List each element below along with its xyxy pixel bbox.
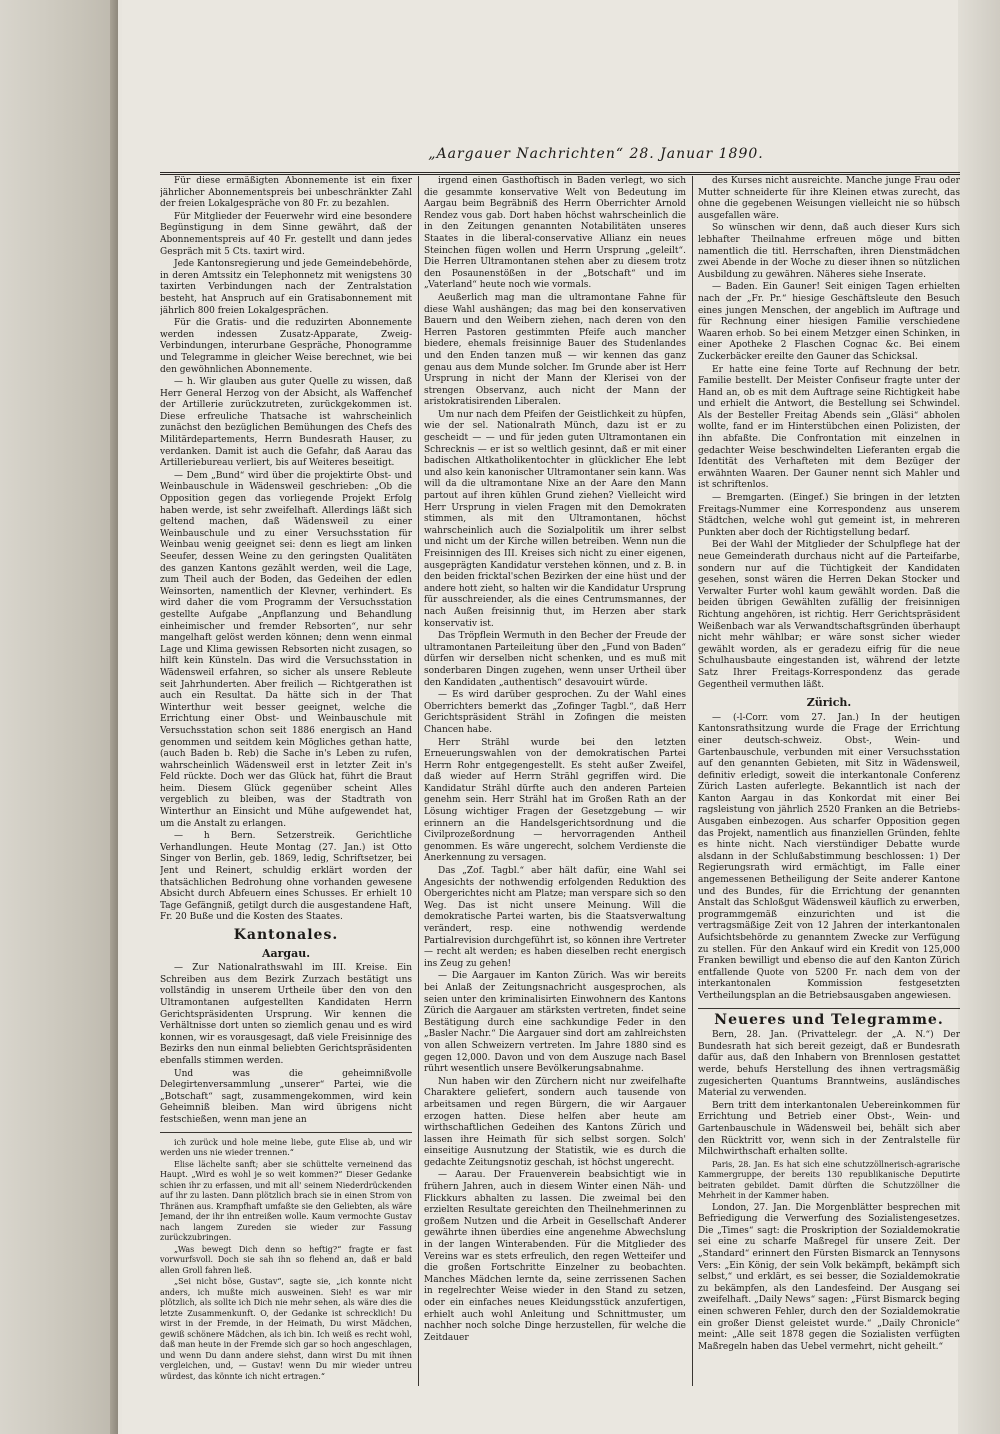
paragraph: des Kurses nicht ausreichte. Manche junge Frau oder Mutter schneiderte für ihre Kleinen etwas zurecht, das ohne die gegebenen Weisungen vielleicht nie so hübsch ausgefallen wäre. (698, 176, 960, 221)
feuilleton-divider (160, 1132, 412, 1133)
masthead-title: „Aargauer Nachrichten“ 28. Januar 1890. (428, 146, 764, 162)
column-1 (160, 176, 412, 1386)
subsection-title: Aargau. (261, 946, 311, 960)
paragraph: Bern tritt dem interkantonalen Uebereinkommen für Errichtung und Betrieb einer Obst-, Wein- und Gartenbauschule in Wädensweil bei, behält sich aber den Rücktritt vor, wenn sich in der Zentralstelle für Milchwirthschaft erhalten sollte. (698, 1100, 960, 1158)
column-rule (692, 176, 693, 1386)
paragraph: — Die Aargauer im Kanton Zürich. Was wir bereits bei Anlaß der Zeitungsnachricht ausgesprochen, als seien unter den kriminalisirten Einwohnern des Kantons Zürich die Aargauer am stärksten vertreten, findet seine Bestätigung durch eine sachkundige Feder in den „Basler Nachr.“ Die Aargauer sind dort am zahlreichsten von allen Schweizern vertreten. Im Jahre 1880 sind es gegen 12,000. Davon und von dem Auszuge nach Basel rührt wesentlich unsere Bevölkerungsabnahme. (424, 971, 686, 1075)
page-edge (958, 0, 1000, 1434)
paragraph: Bei der Wahl der Mitglieder der Schulpflege hat der neue Gemeinderath durchaus nicht auf die Parteifarbe, sondern nur auf die Tüchtigkeit der Kandidaten gesehen, sonst wären die Herren Dekan Stocker und Verwalter Furter wohl kaum gewählt worden. Daß die beiden übrigen Gewählten zufällig der freisinnigen Richtung angehören, ist richtig. Herr Gerichtspräsident Weißenbach war als Verwandtschaftsgründen überhaupt nicht mehr wählbar; er wäre sonst sicher wieder gewählt worden, als er geradezu eifrig für die neue Schulhausbaute eingestanden ist, während der letzte Satz Ihrer Freitags-Korrespondenz das gerade Gegentheil vermuthen läßt. (698, 540, 960, 690)
paragraph: Um nur nach dem Pfeifen der Geistlichkeit zu hüpfen, wie der sel. Nationalrath Münch, dazu ist er zu gescheidt — — und für jeden guten Ultramontanen ein Schrecknis — er ist so weltlich gesinnt, daß er mit einer badischen Altkatholikentochter in glücklicher Ehe lebt und also kein kanonischer Ultramontaner sein kann. Was will da die ultramontane Nixe an der Aare den Mann partout auf ihren kühlen Grund ziehen? Vielleicht wird Herr Ursprung in vielen Fragen mit den Demokraten stimmen, als mit den Ultramontanen, höchst wahrscheinlich auch die Sozialpolitik um ihrer selbst und nicht um der Kirche willen betreiben. Wenn nun die Freisinnigen des III. Kreises sich nicht zu einer eigenen, ausgeprägten Kandidatur verstehen können, und z. B. in den beiden fricktal'schen Bezirken der eine hüst und der andere hott zieht, so halten wir die Kandidatur Ursprung für ausschreiender, als die eines Centrumsmannes, der nach Außen freisinnig thut, im Herzen aber stark konservativ ist. (424, 409, 686, 629)
section-divider (698, 1008, 960, 1009)
paragraph: Jede Kantonsregierung und jede Gemeindebehörde, in deren Amtssitz ein Telephonnetz mit wenigstens 30 taxirten Verbindungen nach der Zentralstation besteht, hat Anspruch auf ein Gratisabonnement mit jährlich 800 freien Lokalgesprächen. (160, 259, 412, 316)
paragraph: Für Mitglieder der Feuerwehr wird eine besondere Begünstigung in dem Sinne gewährt, daß der Abonnementspreis auf 40 Fr. gestellt und dann jedes Gespräch mit 5 Cts. taxirt wird. (160, 211, 412, 257)
paragraph: Aeußerlich mag man die ultramontane Fahne für diese Wahl aushängen; das mag bei den konservativen Bauern und den Weibern ziehen, nach deren von den Herren Pastoren gestimmten Pfeife auch mancher biedere, ehemals freisinnige Bauer des Studenlandes und den Enden tanzen muß — wir kennen das ganz genau aus dem Munde solcher. Im Grunde aber ist Herr Ursprung in nicht der Mann der Klerisei von der strengen Observanz, auch nicht der Mann der aristokratisirenden Liberalen. (424, 292, 686, 408)
paragraph: Herr Strähl wurde bei den letzten Erneuerungswahlen von der demokratischen Partei Herrn Rohr entgegengestellt. Es steht außer Zweifel, daß wieder auf Herrn Strähl gegriffen wird. Die Kandidatur Strähl dürfte auch den anderen Parteien genehm sein. Herr Strähl hat im Großen Rath an der Lösung wichtiger Fragen der Gesetzgebung — wir erinnern an die Handelsgerichtsordnung und die Civilprozeßordnung — hervorragenden Antheil genommen. Es wäre ungerecht, solchem Verdienste die Anerkennung zu versagen. (424, 737, 686, 864)
feuilleton-paragraph: „Was bewegt Dich denn so heftig?“ fragte er fast vorwurfsvoll. Doch sie sah ihn so flehend an, daß er bald allen Groll fahren ließ. (160, 1244, 412, 1275)
paragraph: — Baden. Ein Gauner! Seit einigen Tagen erhielten nach der „Fr. Pr.“ hiesige Geschäftsleute den Besuch eines jungen Menschen, der angeblich im Auftrage und für Rechnung einer hiesigen Familie verschiedene Waaren erhob. So bei einem Metzger einen Schinken, in einer Apotheke 2 Flaschen Cognac &c. Bei einem Zuckerbäcker ereilte den Gauner das Schicksal. (698, 282, 960, 362)
book-spine (0, 0, 118, 1434)
feuilleton-paragraph: „Sei nicht böse, Gustav“, sagte sie, „ich konnte nicht anders, ich mußte mich ausweinen. Sieh! es war mir plötzlich, als sollte ich Dich nie mehr sehen, als wäre dies die letzte Zusammenkunft. O, der Gedanke ist schrecklich! Du wirst in der Fremde, in der Heimath, Du wirst Mädchen, gewiß schönere Mädchen, als ich bin. Ich weiß es recht wohl, daß man heute in der Fremde sich gar so hoch angeschlagen, und wenn Du dann andere siehst, dann wirst Du mit ihnen vergleichen, und, — Gustav! wenn Du mir wieder untreu würdest, das könnte ich nicht ertragen.“ (160, 1277, 412, 1381)
paragraph: — Dem „Bund“ wird über die projektirte Obst- und Weinbauschule in Wädensweil geschrieben: „Ob die Opposition gegen das vorliegende Projekt Erfolg haben werde, ist sehr zweifelhaft. Allerdings läßt sich geltend machen, daß Wädensweil zu einer Weinbauschule und zu einer Versuchsstation für Weinbau wenig geeignet sei: denn es liegt am linken Seeufer, dessen Weine zu den geringsten Qualitäten des ganzen Kantons gezählt werden, weil die Lage, zum Theil auch der Boden, das Gedeihen der edlen Weinsorten, namentlich der Klevner, verhindert. Es wird daher die vom Programm der Versuchsstation gestellte Aufgabe „Anpflanzung und Behandlung einheimischer und fremder Rebsorten“, nur sehr mangelhaft gelöst werden können; denn wenn einmal Lage und Klima gewissen Rebsorten nicht zusagen, so hilft kein Künsteln. Das wird die Versuchsstation in Wädensweil erfahren, so sicher als unsere Rebleute seit Jahrhunderten. Aber freilich — Richtgerathen ist auch ein Resultat. Da hätte sich in der That Winterthur weit besser geeignet, welche die Errichtung einer Obst- und Weinbauschule mit Versuchsstation schon seit 1886 energisch an Hand genommen und seitdem kein Mögliches gethan hatte, (auch Baden b. Reb) die Sache in's Leben zu rufen, wahrscheinlich Wädensweil erst in letzter Zeit in's Feld rückte. Doch wer das Glück hat, führt die Braut heim. Diesem Glück gegenüber scheint Alles vergeblich zu bleiben, was der Stadtrath von Winterthur an Einsicht und Mühe aufgewendet hat, um die Anstalt zu erlangen. (160, 470, 412, 829)
paragraph: So wünschen wir denn, daß auch dieser Kurs sich lebhafter Theilnahme erfreuen möge und bitten namentlich die titl. Herrschaften, ihren Dienstmädchen zwei Abende in der Woche zu dieser ihnen so nützlichen Ausbildung zu gewähren. Näheres siehe Inserate. (698, 223, 960, 280)
column-3 (698, 176, 960, 1386)
paragraph: — Es wird darüber gesprochen. Zu der Wahl eines Oberrichters bemerkt das „Zofinger Tagbl.“, daß Herr Gerichtspräsident Strähl in Zofingen die meisten Chancen habe. (424, 690, 686, 735)
paragraph: — h Bern. Setzerstreik. Gerichtliche Verhandlungen. Heute Montag (27. Jan.) ist Otto Singer von Berlin, geb. 1869, ledig, Schriftsetzer, bei Jent und Reinert, schuldig erklärt worden der thatsächlichen Bedrohung ohne vorhanden gewesene Absicht durch Abfeuern eines Schusses. Er erhielt 10 Tage Gefängniß, getilgt durch die ausgestandene Haft, Fr. 20 Buße und die Kosten des Staates. (160, 831, 412, 923)
paragraph: Für die Gratis- und die reduzirten Abonnemente werden indessen Zusatz-Apparate, Zweig-Verbindungen, interurbane Gespräche, Phonogramme und Telegramme in gleicher Weise berechnet, wie bei den gewöhnlichen Abonnemente. (160, 318, 412, 375)
paragraph: London, 27. Jan. Die Morgenblätter besprechen mit Befriedigung die Verwerfung des Sozialistengesetzes. Die „Times“ sagt: die Proskription der Sozialdemokratie sei eine zu scharfe Maßregel für unsere Zeit. Der „Standard“ erinnert den Fürsten Bismarck an Tennysons Vers: „Ein König, der sein Volk bekämpft, bekämpft sich selbst,“ und erklärt, es sei besser, die Sozialdemokratie zu bekämpfen, als den Landesfeind. Der Ausgang sei zweifelhaft. „Daily News“ sagen: „Fürst Bismarck beging einen schweren Fehler, durch den der Sozialdemokratie ein großer Dienst geleistet wurde.“ „Daily Chronicle“ meint: „Alle seit 1878 gegen die Sozialisten verfügten Maßregeln haben das Uebel vermehrt, nicht geheilt.“ (698, 1202, 960, 1352)
paragraph: Und was die geheimnißvolle Delegirtenversammlung „unserer“ Partei, wie die „Botschaft“ sagt, zusammengekommen, wird kein Geheimniß bleiben. Man wird übrigens nicht festschießen, wenn man jene an (160, 1068, 412, 1125)
paragraph: Das „Zof. Tagbl.“ aber hält dafür, eine Wahl sei Angesichts der nothwendig erfolgenden Reduktion des Obergerichtes nicht am Platze; man verspare sich so den Weg. Das ist nicht unsere Meinung. Will die demokratische Partei warten, bis die Staatsverwaltung verändert, resp. eine nothwendig werdende Partialrevision durchgeführt ist, so können ihre Vertreter — recht alt werden; es haben dieselben recht energisch ins Zeug zu gehen! (424, 866, 686, 969)
paragraph: Bern, 28. Jan. (Privattelegr. der „A. N.“) Der Bundesrath hat sich bereit gezeigt, daß er Bundesrath dafür aus, daß den Inhabern von Brennlosen gestattet werde, behufs Herstellung des ihnen vertragsmäßig zugesicherten Quantums Branntweins, ausländisches Material zu verwenden. (698, 1030, 960, 1099)
feuilleton-paragraph: ich zurück und hole meine liebe, gute Elise ab, und wir werden uns nie wieder trennen.“ (160, 1137, 412, 1157)
paragraph: Das Tröpflein Wermuth in den Becher der Freude der ultramontanen Parteileitung über den „Fund von Baden“ dürfen wir derselben nicht schenken, und es muß mit sonderbaren Dingen zugehen, wenn unser Urtheil über den Kandidaten „authentisch“ desavouirt würde. (424, 631, 686, 688)
paragraph: Für diese ermäßigten Abonnemente ist ein fixer jährlicher Abonnementspreis bei unbeschränkter Zahl der freien Lokalgespräche von 80 Fr. zu bezahlen. (160, 176, 412, 210)
subsection-title: Zürich. (806, 696, 852, 710)
paragraph: Er hatte eine feine Torte auf Rechnung der betr. Familie bestellt. Der Meister Confiseur fragte unter der Hand an, ob es mit dem Auftrage seine Richtigkeit habe und erhielt die Antwort, die Bestellung sei Schwindel. Als der Besteller Freitag Abends sein „Gläsi“ abholen wollte, fand er im Hinterstübchen einen Polizisten, der ihn abfaßte. Die Confrontation mit einzelnen in gedachter Weise beschwindelten Lieferanten ergab die Identität des Verhafteten mit dem Bezüger der erwähnten Waaren. Der Gauner nennt sich Mahler und ist schriftenlos. (698, 364, 960, 491)
column-2 (424, 176, 686, 1386)
paragraph: — h. Wir glauben aus guter Quelle zu wissen, daß Herr General Herzog von der Absicht, als Waffenchef der Artillerie zurückzutreten, zurückgekommen ist. Diese erfreuliche Thatsache ist wahrscheinlich zunächst den bezüglichen Bemühungen des Chefs des Militärdepartements, Herrn Bundesrath Hauser, zu verdanken. Damit ist auch die Gefahr, daß Aarau das Artilleriebureau verliert, bis auf Weiteres beseitigt. (160, 377, 412, 469)
paragraph: — Aarau. Der Frauenverein beabsichtigt wie in frühern Jahren, auch in diesem Winter einen Näh- und Flickkurs abhalten zu lassen. Die zweimal bei den erzielten Resultate gereichten den Theilnehmerinnen zu großem Nutzen und die Arbeit in Gesellschaft Anderer gewährte ihnen überdies eine angenehme Abwechslung in der langen Winterabenden. Für die Mitglieder des Vereins war es stets erfreulich, den regen Wetteifer und die großen Fortschritte Einzelner zu beobachten. Manches Mädchen lernte da, seine zerrissenen Sachen in regelrechter Weise wieder in den Stand zu setzen, oder ein einfaches neues Kleidungsstück anzufertigen, erhielt auch wohl Anleitung und Schnittmuster, um nachher noch solche Dinge herzustellen, für welche die Zeitdauer (424, 1170, 686, 1343)
page-header (160, 146, 960, 175)
section-title: Neueres und Telegramme. (714, 1011, 944, 1028)
paragraph: — (-l-Corr. vom 27. Jan.) In der heutigen Kantonsrathsitzung wurde die Frage der Errichtung einer deutsch-schweiz. Obst-, Wein- und Gartenbauschule, verbunden mit einer Versuchsstation auf den genannten Gebieten, mit Sitz in Wädensweil, definitiv erledigt, soweit die interkantonale Conferenz Zürich Lasten auferlegte. Bekanntlich ist nach der Kanton Aargau in das Konkordat mit einer Bei ragsleistung von jährlich 2520 Franken an die Betriebs-Ausgaben einbezogen. Aus scharfer Opposition gegen das Projekt, namentlich aus finanziellen Gründen, fehlte es hinte nicht. Nach vierstündiger Debatte wurde alsdann in der Schlußabstimmung beschlossen: 1) Der Regierungsrath wird ermächtigt, im Falle einer angemessenen Betheiligung der Seite anderer Kantone und des Bundes, für die Errichtung der genannten Anstalt das Schloßgut Wädensweil käuflich zu erwerben, programmgemäß einzurichten und ist die vertragsmäßige Zeit von 12 Jahren der interkantonalen Aufsichtsbehörde zu genanntem Zwecke zur Verfügung zu stellen. Für den Ankauf wird ein Kredit von 125,000 Franken bewilligt und ebenso die auf den Kanton Zürich entfallende Quote von 5200 Fr. nach dem von der interkantonalen Kommission festgesetzten Vertheilungsplan an die Betriebsausgaben angewiesen. (698, 712, 960, 1001)
paragraph: irgend einen Gasthoftisch in Baden verlegt, wo sich die gesammte konservative Welt von Bedeutung im Aargau beim Begräbniß des Herrn Oberrichter Arnold Rendez vous gab. Dort haben höchst wahrscheinlich die in den Zeitungen genannten Notabilitäten unseres Staates in die liberal-conservative Allianz ein neues Steinchen fügen wollen und Herrn Ursprung „geleilt“. Die Herren Ultramontanen stehen aber zu diesem trotz den Posaunenstößen in der „Botschaft“ und im „Vaterland“ heute noch wie vormals. (424, 176, 686, 291)
column-rule (418, 176, 419, 1386)
section-title: Kantonales. (233, 927, 339, 943)
paragraph: — Bremgarten. (Eingef.) Sie bringen in der letzten Freitags-Nummer eine Korrespondenz aus unserem Städtchen, welche wohl gut gemeint ist, in mehreren Punkten aber doch der Richtigstellung bedarf. (698, 493, 960, 538)
paragraph: Nun haben wir den Zürchern nicht nur zweifelhafte Charaktere geliefert, sondern auch tausende von arbeitsamen und regen Bürgern, die wir Aargauer erzogen hatten. Diese helfen aber heute am wirthschaftlichen Gedeihen des Kantons Zürich und lassen ihre Heimath für sich selbst sorgen. Solch' einseitige Ausnutzung der Statistik, wie es durch die gedachte Zeitungsnotiz geschah, ist höchst ungerecht. (424, 1076, 686, 1168)
feuilleton-paragraph: Elise lächelte sanft; aber sie schüttelte verneinend das Haupt. „Wird es wohl je so weit kommen?“ Dieser Gedanke schien ihr zu erfassen, und mit all' seinem Niederdrückenden auf ihr zu lasten. Dann plötzlich brach sie in einen Strom von Thränen aus. Krampfhaft umfaßte sie den Geliebten, als wäre Jemand, der ihr ihn entreißen wolle. Kaum vermochte Gustav nach langem Zureden sie wieder zur Fassung zurückzubringen. (160, 1159, 412, 1242)
paragraph: Paris, 28. Jan. Es hat sich eine schutzzöllnerisch-agrarische Kammergruppe, der bereits 130 republikanische Deputirte beitraten gebildet. Damit dürften die Schutzzöllner die Mehrheit in der Kammer haben. (698, 1159, 960, 1201)
paragraph: — Zur Nationalrathswahl im III. Kreise. Ein Schreiben aus dem Bezirk Zurzach bestätigt uns vollständig in unserem Urtheile über den von den Ultramontanen aufgestellten Kandidaten Herrn Gerichtspräsidenten Ursprung. Wir kennen die Verhältnisse dort unten so ziemlich genau und es wird konnen, wir es vorausgesagt, daß viele Freisinnige des Bezirks den nun einmal beliebten Gerichtspräsidenten ebenfalls stimmen werden. (160, 963, 412, 1066)
